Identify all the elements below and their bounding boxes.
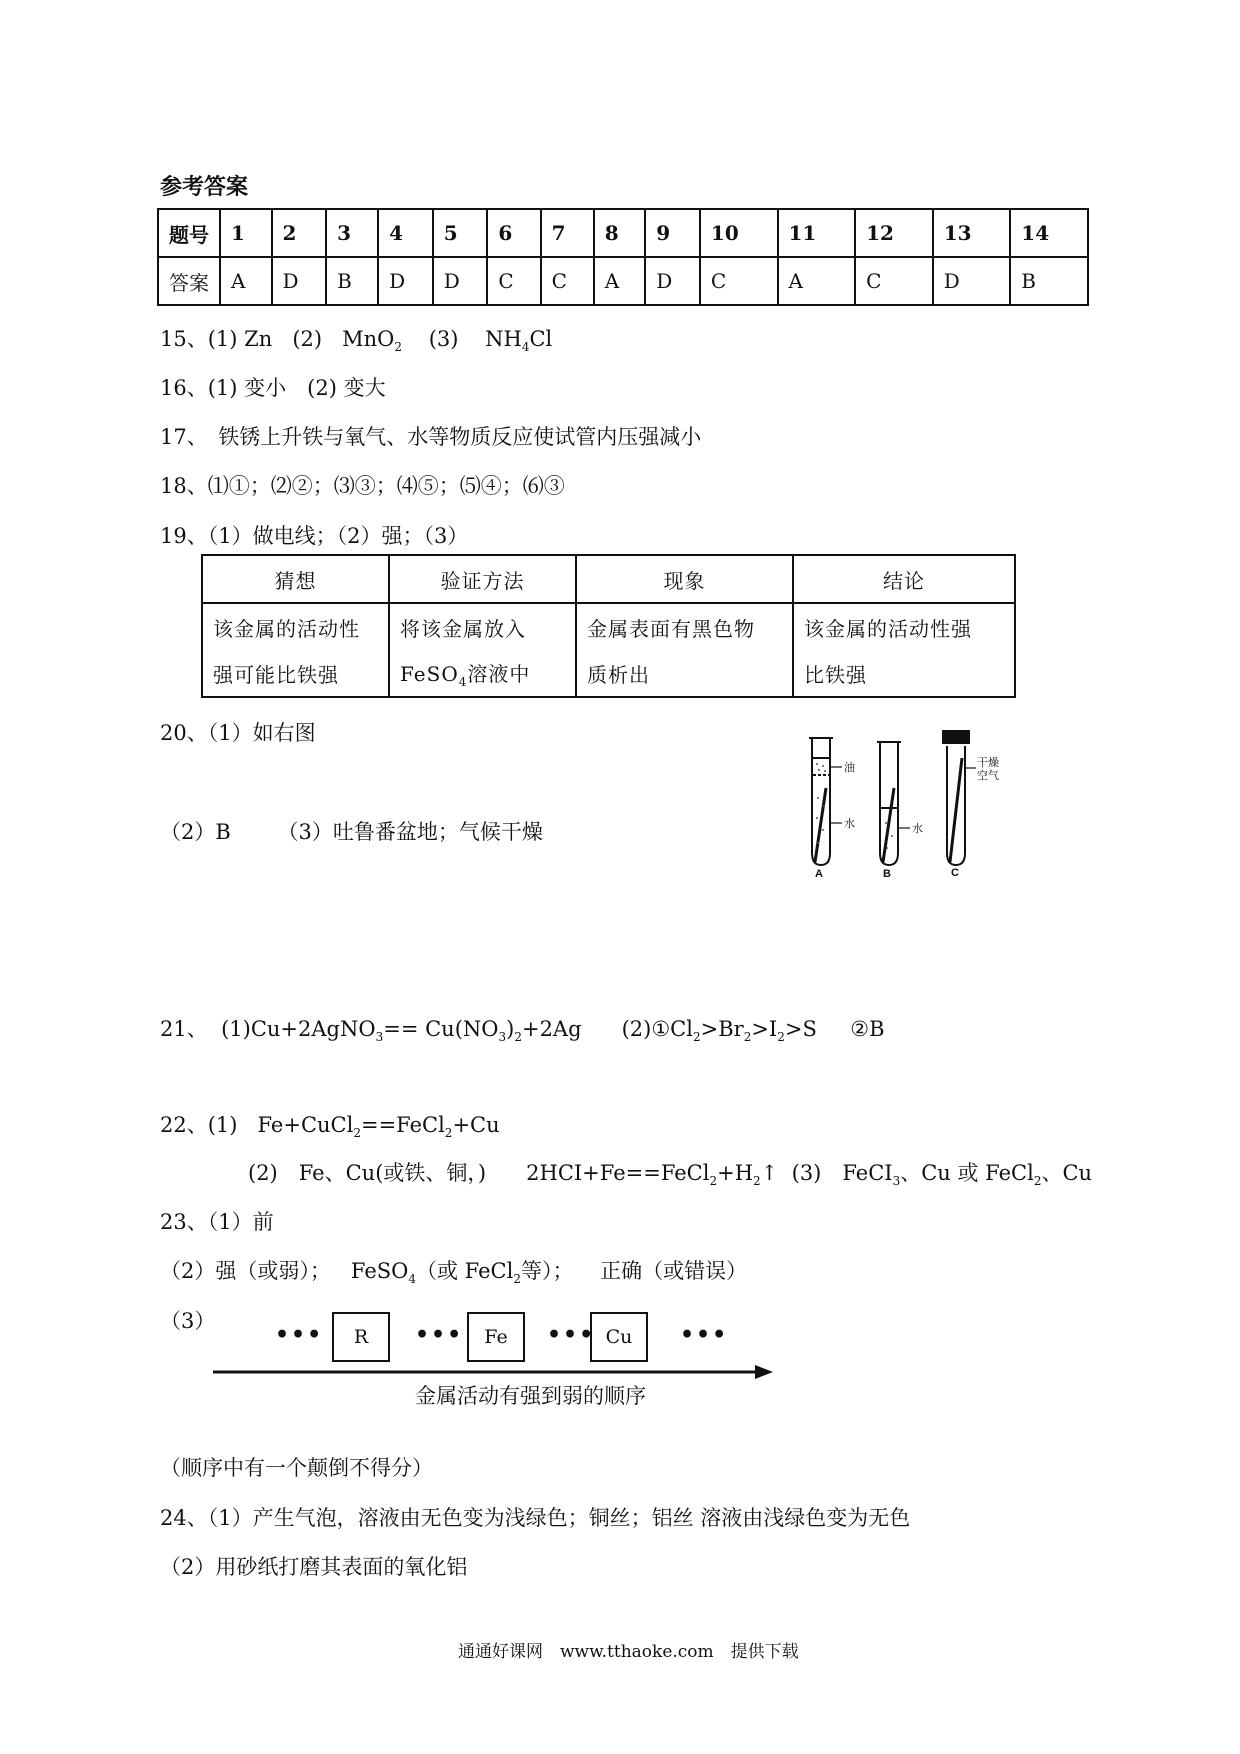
table-header: 结论 bbox=[793, 555, 1015, 603]
q20-part2: （2）B bbox=[160, 820, 231, 844]
q22-number: 22、(1) bbox=[160, 1113, 238, 1137]
answer-cell: C bbox=[700, 257, 778, 305]
table-header: 现象 bbox=[576, 555, 793, 603]
q23-formula: 等）； bbox=[520, 1259, 574, 1283]
q21-equation: (1)Cu+2AgNO bbox=[221, 1017, 376, 1041]
q21-number: 21、 bbox=[160, 1017, 208, 1041]
q15-part1: (1) Zn bbox=[207, 327, 273, 351]
subscript: 2 bbox=[353, 1126, 361, 1141]
label-water-a: 水 bbox=[844, 818, 855, 830]
subscript: 2 bbox=[394, 340, 402, 355]
table-cell: 比铁强 bbox=[793, 650, 1015, 697]
table-row-answers bbox=[158, 257, 1088, 305]
ellipsis-dots: ••• bbox=[680, 1322, 729, 1348]
question-number: 14 bbox=[1010, 209, 1088, 257]
answer-q19: 19、（1）做电线；（2）强；（3） bbox=[160, 524, 469, 548]
answer-q18: 18、⑴①；⑵②；⑶③；⑷⑤；⑸④；⑹③ bbox=[160, 474, 565, 498]
answer-q21 bbox=[160, 1013, 885, 1044]
scoring-note: （顺序中有一个颠倒不得分） bbox=[160, 1456, 433, 1480]
subscript: 2 bbox=[513, 1272, 521, 1287]
cell-text: 溶液中 bbox=[467, 661, 531, 686]
q20-part3: （3）吐鲁番盆地；气候干燥 bbox=[277, 820, 543, 844]
q15-part3-value: NH bbox=[485, 327, 522, 351]
table-cell bbox=[389, 650, 576, 697]
question-number: 13 bbox=[933, 209, 1011, 257]
q23-judgement: 正确（或错误） bbox=[600, 1259, 748, 1283]
answer-q23-line2 bbox=[160, 1255, 747, 1286]
q15-part2-value: MnO bbox=[342, 327, 395, 351]
answer-q24-line2: （2）用砂纸打磨其表面的氧化铝 bbox=[160, 1555, 468, 1579]
answer-cell: B bbox=[1010, 257, 1088, 305]
q21-part2: >I bbox=[751, 1017, 778, 1041]
subscript: 2 bbox=[514, 1030, 522, 1045]
table-cell: 强可能比铁强 bbox=[202, 650, 389, 697]
answer-cell: D bbox=[933, 257, 1011, 305]
q15-part2-label: (2) bbox=[292, 327, 323, 351]
table-cell: 该金属的活动性强 bbox=[793, 603, 1015, 650]
page-footer: 通通好课网 www.tthaoke.com 提供下载 bbox=[458, 1642, 799, 1662]
label-oil: 油 bbox=[844, 762, 855, 774]
answer-q22-line2 bbox=[248, 1157, 1092, 1188]
stopper-icon bbox=[942, 730, 970, 744]
subscript: 2 bbox=[444, 1126, 453, 1141]
answer-q20-line1: 20、（1）如右图 bbox=[160, 721, 316, 745]
q22-part3: 、Cu bbox=[1041, 1161, 1093, 1185]
subscript: 3 bbox=[498, 1030, 507, 1045]
q22-equation: 2HCI+Fe==FeCl bbox=[526, 1161, 710, 1185]
q23-formula: （或 FeCl bbox=[416, 1259, 514, 1283]
subscript: 2 bbox=[743, 1030, 752, 1045]
metal-box-fe: Fe bbox=[467, 1312, 525, 1362]
answer-cell: B bbox=[326, 257, 378, 305]
question-number: 10 bbox=[700, 209, 778, 257]
table-cell: 质析出 bbox=[576, 650, 793, 697]
question-number: 12 bbox=[855, 209, 933, 257]
answer-cell: A bbox=[778, 257, 856, 305]
metal-box-cu: Cu bbox=[590, 1312, 648, 1362]
formula-text: FeSO bbox=[400, 661, 459, 686]
q15-number: 15、 bbox=[160, 327, 208, 351]
q22-part3: (3) FeCI bbox=[791, 1161, 893, 1185]
q22-part3: 、Cu 或 FeCl bbox=[900, 1161, 1034, 1185]
page-heading: 参考答案 bbox=[160, 174, 249, 200]
subscript: 2 bbox=[1033, 1174, 1042, 1189]
answer-cell: D bbox=[272, 257, 327, 305]
table-cell: 该金属的活动性 bbox=[202, 603, 389, 650]
question-number: 8 bbox=[594, 209, 646, 257]
table-header: 验证方法 bbox=[389, 555, 576, 603]
subscript: 2 bbox=[709, 1174, 718, 1189]
q22-equation: +H bbox=[717, 1161, 754, 1185]
answer-q22-line1 bbox=[160, 1109, 500, 1140]
q15-part3-value-tail: Cl bbox=[529, 327, 553, 351]
answer-cell: D bbox=[433, 257, 488, 305]
q21-equation: +2Ag bbox=[521, 1017, 582, 1041]
question-number: 6 bbox=[487, 209, 540, 257]
question-number: 3 bbox=[326, 209, 378, 257]
subscript: 2 bbox=[777, 1030, 785, 1045]
question-number: 5 bbox=[433, 209, 488, 257]
table-cell: 将该金属放入 bbox=[389, 603, 576, 650]
answer-cell: A bbox=[220, 257, 272, 305]
q19-table bbox=[201, 554, 1016, 698]
answer-table bbox=[157, 208, 1089, 306]
question-number: 4 bbox=[378, 209, 433, 257]
label-c: C bbox=[951, 867, 959, 878]
question-number: 1 bbox=[220, 209, 272, 257]
answer-q17: 17、 铁锈上升铁与氧气、水等物质反应使试管内压强减小 bbox=[160, 425, 702, 449]
table-row bbox=[202, 650, 1015, 697]
answer-q23-line3: （3） bbox=[160, 1309, 216, 1333]
table-row bbox=[202, 603, 1015, 650]
label-dry-air-1: 干燥 bbox=[977, 757, 999, 769]
arrow-caption: 金属活动有强到弱的顺序 bbox=[415, 1384, 646, 1408]
q23-formula: FeSO bbox=[350, 1259, 409, 1283]
answer-q15 bbox=[160, 323, 552, 354]
label-a: A bbox=[815, 868, 823, 878]
subscript: 4 bbox=[408, 1272, 416, 1287]
q22-part2: (2) Fe、Cu(或铁、铜，) bbox=[248, 1161, 487, 1185]
subscript: 3 bbox=[892, 1174, 901, 1189]
answer-q20-line2 bbox=[160, 816, 543, 846]
question-number: 7 bbox=[541, 209, 594, 257]
answer-cell: D bbox=[645, 257, 700, 305]
label-dry-air-2: 空气 bbox=[977, 770, 999, 782]
q21-part2: (2)①Cl bbox=[621, 1017, 693, 1041]
q21-part2: >S bbox=[784, 1017, 817, 1041]
q22-equation: ==FeCl bbox=[360, 1113, 445, 1137]
activity-arrow bbox=[213, 1362, 773, 1382]
metal-box-r: R bbox=[332, 1312, 390, 1362]
q21-part2: >Br bbox=[700, 1017, 744, 1041]
answer-cell: C bbox=[541, 257, 594, 305]
q22-equation: ↑ bbox=[760, 1161, 779, 1185]
q21-part3: ②B bbox=[850, 1017, 885, 1041]
q22-equation: +Cu bbox=[452, 1113, 500, 1137]
q23-part2: （2）强（或弱）； bbox=[160, 1259, 331, 1283]
answer-q23-line1: 23、（1）前 bbox=[160, 1210, 274, 1234]
ellipsis-dots: ••• bbox=[415, 1322, 464, 1348]
answer-q16: 16、(1) 变小 (2) 变大 bbox=[160, 376, 386, 400]
answer-q24-line1: 24、（1）产生气泡，溶液由无色变为浅绿色；铜丝；铝丝 溶液由浅绿色变为无色 bbox=[160, 1506, 911, 1530]
row-label-question: 题号 bbox=[158, 209, 220, 257]
q21-equation: ) bbox=[506, 1017, 515, 1041]
question-number: 11 bbox=[778, 209, 856, 257]
table-header: 猜想 bbox=[202, 555, 389, 603]
subscript: 4 bbox=[458, 674, 468, 689]
label-b: B bbox=[883, 868, 891, 878]
subscript: 2 bbox=[753, 1174, 761, 1189]
table-cell: 金属表面有黑色物 bbox=[576, 603, 793, 650]
table-row bbox=[202, 555, 1015, 603]
q15-part3-label: (3) bbox=[428, 327, 459, 351]
test-tube-b bbox=[880, 742, 898, 865]
subscript: 3 bbox=[375, 1030, 384, 1045]
answer-cell: D bbox=[378, 257, 433, 305]
q22-equation: Fe+CuCl bbox=[257, 1113, 354, 1137]
subscript: 2 bbox=[692, 1030, 701, 1045]
label-water-b: 水 bbox=[912, 823, 923, 835]
answer-cell: C bbox=[855, 257, 933, 305]
question-number: 9 bbox=[645, 209, 700, 257]
ellipsis-dots: ••• bbox=[547, 1322, 596, 1348]
question-number: 2 bbox=[272, 209, 327, 257]
ellipsis-dots: ••• bbox=[275, 1322, 324, 1348]
answer-cell: C bbox=[487, 257, 540, 305]
row-label-answer: 答案 bbox=[158, 257, 220, 305]
q21-equation: == Cu(NO bbox=[383, 1017, 499, 1041]
test-tube-figure bbox=[790, 728, 1020, 878]
answer-cell: A bbox=[594, 257, 646, 305]
subscript: 4 bbox=[521, 340, 530, 355]
table-row-numbers bbox=[158, 209, 1088, 257]
